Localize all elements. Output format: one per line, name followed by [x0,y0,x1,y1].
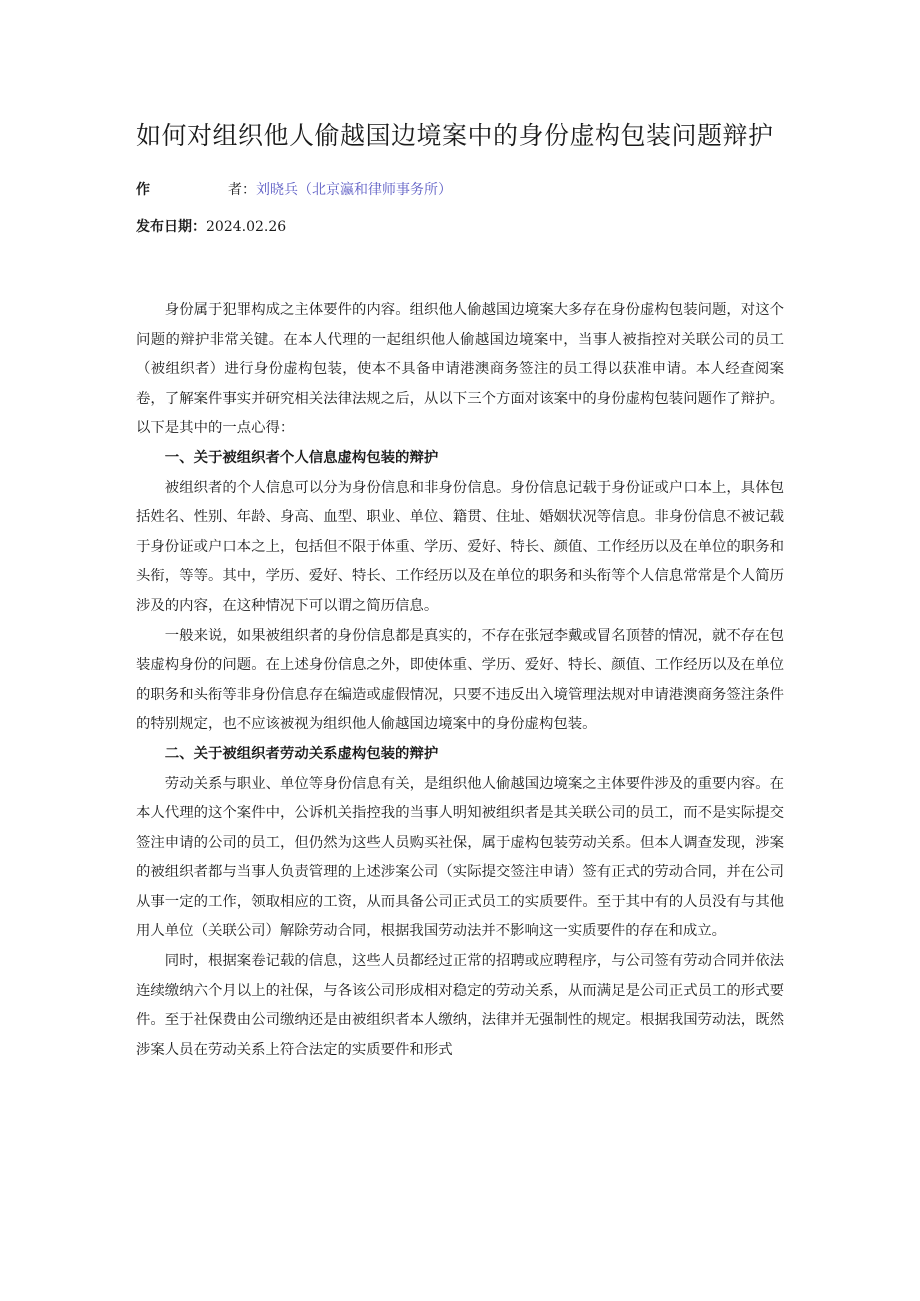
section-heading-2: 二、关于被组织者劳动关系虚构包装的辩护 [164,745,439,762]
paragraph-labor-relation: 劳动关系与职业、单位等身份信息有关，是组织他人偷越国边境案之主体要件涉及的重要内容。在本人代理的这个案件中，公诉机关指控我的当事人明知被组织者是其关联公司的员工，而不是实际提交签注申请的公司的员工，但仍然为这些人员购买社保，属于虚构包装劳动关系。但本人调查发现，涉案的被组织者都与当事人负责管理的上述涉案公司（实际提交签注申请）签有正式的劳动合同，并在公司从事一定的工作，领取相应的工资，从而具备公司正式员工的实质要件。至于其中有的人员没有与其他用人单位（关联公司）解除劳动合同，根据我国劳动法并不影响这一实质要件的存在和成立。 [136,775,784,940]
paragraph-intro: 身份属于犯罪构成之主体要件的内容。组织他人偷越国边境案大多存在身份虚构包装问题，对这个问题的辩护非常关键。在本人代理的一起组织他人偷越国边境案中，当事人被指控对关联公司的员工（被组织者）进行身份虚构包装，使本不具备申请港澳商务签注的员工得以获准申请。本人经查阅案卷，了解案件事实并研究相关法律法规之后，从以下三个方面对该案中的身份虚构包装问题作了辩护。以下是其中的一点心得： [136,302,784,437]
paragraph-personal-info: 被组织者的个人信息可以分为身份信息和非身份信息。身份信息记载于身份证或户口本上，具体包括姓名、性别、年龄、身高、血型、职业、单位、籍贯、住址、婚姻状况等信息。非身份信息不被记载于身份证或户口本之上，包括但不限于体重、学历、爱好、特长、颜值、工作经历以及在单位的职务和头衔，等等。其中，学历、爱好、特长、工作经历以及在单位的职务和头衔等个人信息常常是个人简历涉及的内容，在这种情况下可以谓之简历信息。 [136,479,784,614]
author-label-first: 作 [136,182,150,198]
paragraph-formal-requirements: 同时，根据案卷记载的信息，这些人员都经过正常的招聘或应聘程序，与公司签有劳动合同并依法连续缴纳六个月以上的社保，与各该公司形成相对稳定的劳动关系，从而满足是公司正式员工的形式要件。至于社保费由公司缴纳还是由被组织者本人缴纳，法律并无强制性的规定。根据我国劳动法，既然涉案人员在劳动关系上符合法定的实质要件和形式 [136,953,784,1058]
author-name-link[interactable]: 刘晓兵（北京瀛和律师事务所） [256,182,452,198]
date-line [136,217,286,237]
paragraph-identity-info: 一般来说，如果被组织者的身份信息都是真实的，不存在张冠李戴或冒名顶替的情况，就不存在包装虚构身份的问题。在上述身份信息之外，即使体重、学历、爱好、特长、颜值、工作经历以及在单位的职务和头衔等非身份信息存在编造或虚假情况，只要不违反出入境管理法规对申请港澳商务签注条件的特别规定，也不应该被视为组织他人偷越国边境案中的身份虚构包装。 [136,627,784,733]
date-value: 2024.02.26 [206,219,287,235]
section-heading-1: 一、关于被组织者个人信息虚构包装的辩护 [164,449,439,466]
article-body [136,296,784,1065]
author-label [136,180,256,200]
article-title: 如何对组织他人偷越国边境案中的身份虚构包装问题辩护 [136,121,774,150]
date-label: 发布日期： [136,219,206,235]
author-line [136,180,452,200]
author-label-second: 者： [228,182,256,198]
